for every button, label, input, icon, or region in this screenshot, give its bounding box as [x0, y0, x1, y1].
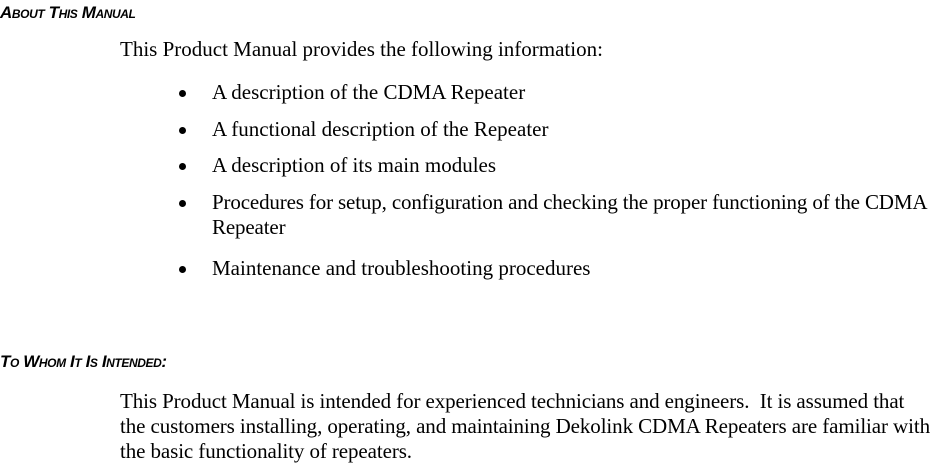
- bullet-icon: [179, 127, 186, 134]
- bullet-icon: [179, 90, 186, 97]
- about-intro-text: This Product Manual provides the following information:: [120, 37, 603, 61]
- intended-body-text: This Product Manual is intended for experienced technicians and engineers. It is assumed that the customers installing, operating, and maintaining Dekolink CDMA Repeaters are familiar with the basic functionality of repeaters.: [120, 389, 936, 463]
- list-item-text: Procedures for setup, configuration and checking the proper functioning of the CDMA Repeater: [212, 190, 927, 239]
- list-item: [0, 256, 934, 281]
- list-item: [0, 80, 934, 105]
- section-heading-intended: To Whom It Is Intended:: [0, 352, 167, 371]
- list-item-text: A description of the CDMA Repeater: [212, 80, 526, 104]
- list-item: [0, 117, 934, 142]
- list-item: [0, 190, 934, 242]
- list-item-text: A functional description of the Repeater: [212, 117, 549, 141]
- bullet-icon: [179, 200, 186, 207]
- section-heading-about: About This Manual: [0, 3, 136, 22]
- list-item-text: A description of its main modules: [212, 153, 497, 177]
- list-item: [0, 153, 934, 178]
- bullet-icon: [179, 163, 186, 170]
- list-item-text: Maintenance and troubleshooting procedures: [212, 256, 591, 280]
- bullet-icon: [179, 266, 186, 273]
